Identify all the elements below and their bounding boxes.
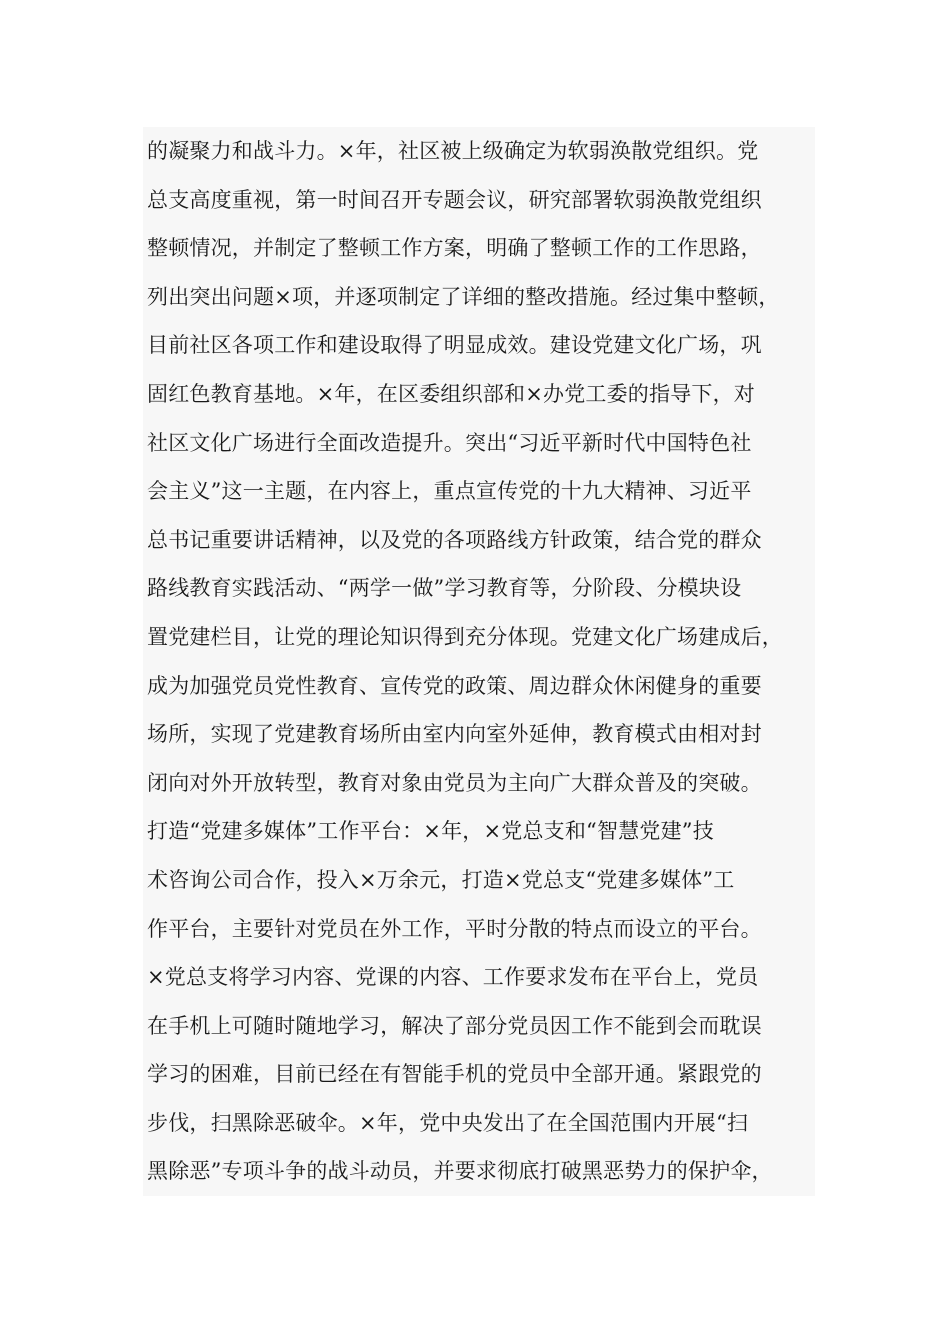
text-line: 固红色教育基地。×年，在区委组织部和×办党工委的指导下，对 — [147, 381, 755, 406]
text-line: 总书记重要讲话精神，以及党的各项路线方针政策，结合党的群众 — [147, 527, 762, 552]
text-line: 打造“党建多媒体”工作平台：×年，×党总支和“智慧党建”技 — [147, 819, 714, 844]
text-line: 黑除恶”专项斗争的战斗动员，并要求彻底打破黑恶势力的保护伞， — [147, 1159, 773, 1184]
text-line: 列出突出问题×项，并逐项制定了详细的整改措施。经过集中整顿， — [147, 284, 780, 309]
text-line: 成为加强党员党性教育、宣传党的政策、周边群众休闲健身的重要 — [147, 673, 762, 698]
text-line: 场所，实现了党建教育场所由室内向室外延伸，教育模式由相对封 — [147, 722, 762, 747]
text-line: 的凝聚力和战斗力。×年，社区被上级确定为软弱涣散党组织。党 — [147, 139, 759, 163]
text-line: 路线教育实践活动、“两学一做”学习教育等，分阶段、分模块设 — [147, 576, 742, 601]
text-line: 闭向对外开放转型，教育对象由党员为主向广大群众普及的突破。 — [147, 770, 762, 795]
text-line: 总支高度重视，第一时间召开专题会议，研究部署软弱涣散党组织 — [147, 187, 762, 212]
text-line: ×党总支将学习内容、党课的内容、工作要求发布在平台上，党员 — [147, 965, 759, 990]
text-line: 社区文化广场进行全面改造提升。突出“习近平新时代中国特色社 — [147, 430, 752, 455]
text-line: 学习的困难，目前已经在有智能手机的党员中全部开通。紧跟党的 — [147, 1062, 762, 1087]
text-line: 在手机上可随时随地学习，解决了部分党员因工作不能到会而耽误 — [147, 1013, 762, 1038]
text-line: 会主义”这一主题，在内容上，重点宣传党的十九大精神、习近平 — [147, 479, 752, 504]
body-paragraph — [143, 127, 815, 1196]
text-line: 步伐，扫黑除恶破伞。×年，党中央发出了在全国范围内开展“扫 — [147, 1110, 749, 1135]
text-line: 术咨询公司合作，投入×万余元，打造×党总支“党建多媒体”工 — [147, 867, 735, 892]
text-line: 作平台，主要针对党员在外工作，平时分散的特点而设立的平台。 — [147, 916, 762, 941]
text-line: 目前社区各项工作和建设取得了明显成效。建设党建文化广场，巩 — [147, 333, 762, 358]
text-line: 置党建栏目，让党的理论知识得到充分体现。党建文化广场建成后， — [147, 624, 783, 649]
text-line: 整顿情况，并制定了整顿工作方案，明确了整顿工作的工作思路， — [147, 236, 762, 261]
